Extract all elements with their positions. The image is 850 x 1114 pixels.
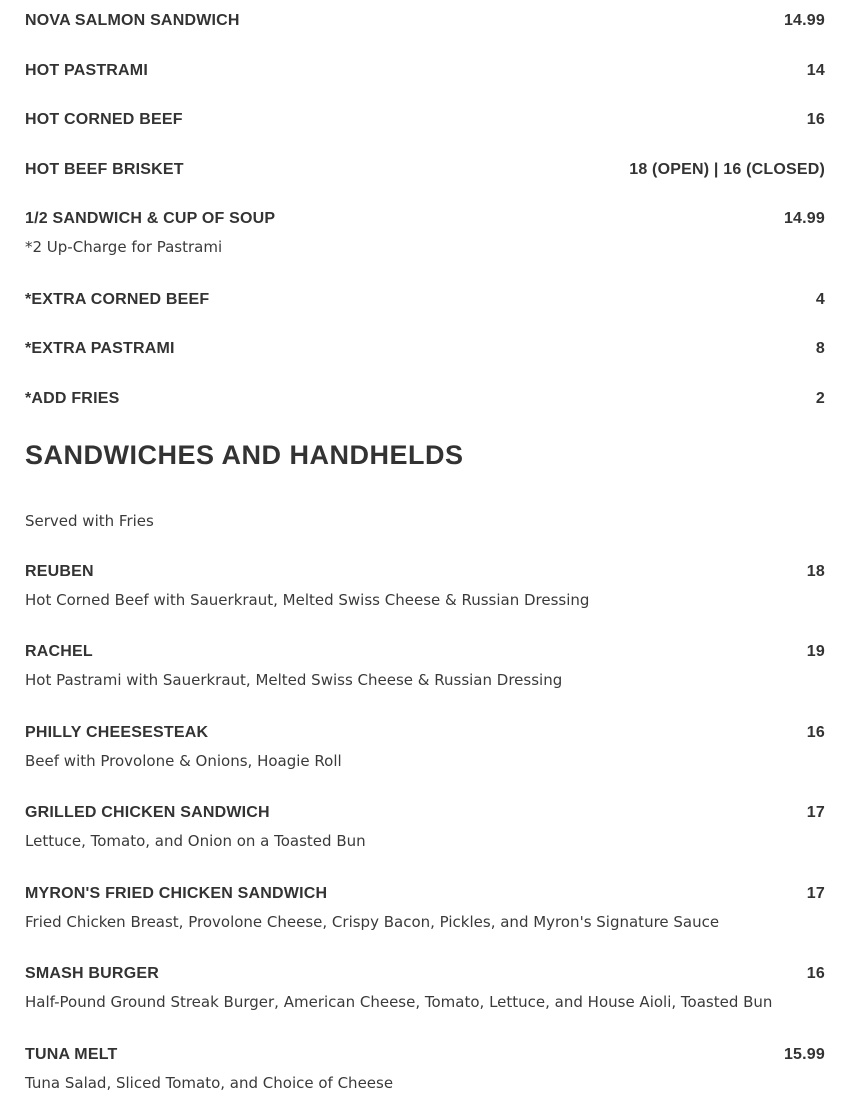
section-note: Served with Fries: [25, 512, 154, 530]
item-description: Tuna Salad, Sliced Tomato, and Choice of Cheese: [25, 1074, 394, 1092]
item-name: 1/2 SANDWICH & CUP OF SOUP: [25, 210, 276, 227]
item-name: *EXTRA PASTRAMI: [25, 340, 175, 357]
menu-item-tuna-melt: [25, 1046, 825, 1092]
item-name: TUNA MELT: [25, 1046, 118, 1063]
item-price: 17: [806, 885, 825, 902]
item-price: 16: [806, 724, 825, 741]
item-name: HOT BEEF BRISKET: [25, 161, 184, 178]
item-price: 17: [806, 804, 825, 821]
menu-item-smash-burger: [25, 965, 825, 1011]
item-price: 15.99: [783, 1046, 825, 1063]
item-price: 2: [815, 390, 825, 407]
item-name: HOT CORNED BEEF: [25, 111, 183, 128]
menu-item-hot-pastrami: [25, 62, 825, 84]
menu-item-philly-cheesesteak: [25, 724, 825, 770]
menu-item-extra-pastrami: [25, 340, 825, 362]
section-title: SANDWICHES AND HANDHELDS: [25, 440, 464, 470]
menu-item-half-sandwich-soup: [25, 210, 825, 256]
item-price: 14.99: [783, 210, 825, 227]
item-name: GRILLED CHICKEN SANDWICH: [25, 804, 270, 821]
item-price: 16: [806, 111, 825, 128]
item-price: 14.99: [783, 12, 825, 29]
menu-item-extra-corned-beef: [25, 291, 825, 313]
item-name: *EXTRA CORNED BEEF: [25, 291, 210, 308]
item-description: Lettuce, Tomato, and Onion on a Toasted Bun: [25, 832, 366, 850]
item-price: 8: [815, 340, 825, 357]
item-price: 19: [806, 643, 825, 660]
item-description: Half-Pound Ground Streak Burger, American Cheese, Tomato, Lettuce, and House Aioli, Toasted Bun: [25, 993, 773, 1011]
item-description: Beef with Provolone & Onions, Hoagie Roll: [25, 752, 342, 770]
menu-item-myrons-fried-chicken: [25, 885, 825, 931]
menu-item-hot-beef-brisket: [25, 161, 825, 183]
item-name: MYRON'S FRIED CHICKEN SANDWICH: [25, 885, 328, 902]
menu-item-rachel: [25, 643, 825, 689]
item-price: 18 (OPEN) | 16 (CLOSED): [629, 161, 825, 178]
item-name: RACHEL: [25, 643, 93, 660]
item-name: *ADD FRIES: [25, 390, 120, 407]
menu-item-reuben: [25, 563, 825, 609]
menu-item-hot-corned-beef: [25, 111, 825, 133]
menu-item-nova-salmon: [25, 12, 825, 34]
menu-item-add-fries: [25, 390, 825, 412]
item-description: Hot Corned Beef with Sauerkraut, Melted Swiss Cheese & Russian Dressing: [25, 591, 590, 609]
menu-item-grilled-chicken: [25, 804, 825, 850]
item-description: Hot Pastrami with Sauerkraut, Melted Swiss Cheese & Russian Dressing: [25, 671, 563, 689]
item-name: SMASH BURGER: [25, 965, 159, 982]
item-name: NOVA SALMON SANDWICH: [25, 12, 240, 29]
item-description: Fried Chicken Breast, Provolone Cheese, Crispy Bacon, Pickles, and Myron's Signature Sauce: [25, 913, 720, 931]
item-price: 18: [806, 563, 825, 580]
item-price: 16: [806, 965, 825, 982]
item-note: *2 Up-Charge for Pastrami: [25, 238, 223, 256]
item-price: 4: [815, 291, 825, 308]
item-name: PHILLY CHEESESTEAK: [25, 724, 209, 741]
item-name: REUBEN: [25, 563, 94, 580]
item-price: 14: [806, 62, 825, 79]
item-name: HOT PASTRAMI: [25, 62, 148, 79]
